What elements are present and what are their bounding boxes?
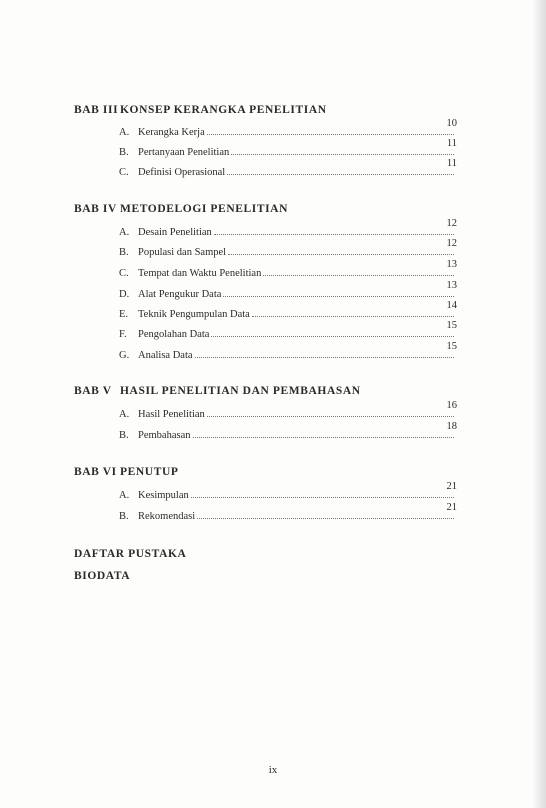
toc-entry-text: Rekomendasi [138, 511, 196, 522]
toc-entry-letter: A. [119, 227, 130, 238]
toc-entry-page: 15 [446, 341, 457, 352]
dot-leader [211, 336, 454, 337]
toc-entry-text: Desain Penelitian [138, 227, 212, 238]
toc-entry-letter: B. [119, 430, 129, 441]
toc-entry-letter: D. [119, 289, 130, 300]
toc-daftar-pustaka[interactable]: DAFTAR PUSTAKA [74, 548, 187, 560]
toc-entry-page: 13 [446, 280, 457, 291]
toc-entry-page: 12 [446, 238, 457, 249]
toc-entry[interactable] [119, 218, 457, 238]
dot-leader [252, 316, 454, 317]
dot-leader [207, 416, 454, 417]
toc-entry[interactable] [119, 400, 457, 420]
toc-entry-text: Kesimpulan [138, 490, 189, 501]
toc-biodata[interactable]: BIODATA [74, 570, 131, 582]
toc-entry-page: 15 [446, 320, 457, 331]
toc-section-title: PENUTUP [120, 466, 179, 478]
dot-leader [227, 174, 454, 175]
toc-entry-letter: G. [119, 350, 130, 361]
toc-section-heading [74, 466, 179, 478]
toc-entry-page: 14 [446, 300, 457, 311]
toc-entry-text: Tempat dan Waktu Penelitian [138, 268, 262, 279]
dot-leader [207, 134, 454, 135]
toc-entry-page: 16 [446, 400, 457, 411]
toc-section-number: BAB III [74, 104, 119, 116]
toc-entry[interactable] [119, 320, 457, 340]
toc-entry[interactable] [119, 502, 457, 522]
toc-entry-text: Teknik Pengumpulan Data [138, 309, 250, 320]
page-number: ix [268, 764, 278, 776]
dot-leader [263, 275, 454, 276]
toc-entry-text: Pengolahan Data [138, 329, 210, 340]
toc-entry[interactable] [119, 138, 457, 158]
toc-entry[interactable] [119, 341, 457, 361]
toc-entry-letter: F. [119, 329, 127, 340]
toc-section-heading [74, 203, 288, 215]
toc-entry[interactable] [119, 481, 457, 501]
toc-section-number: BAB IV [74, 203, 117, 215]
toc-section-title: METODELOGI PENELITIAN [120, 203, 288, 215]
toc-entry-text: Kerangka Kerja [138, 127, 205, 138]
toc-entry-letter: C. [119, 167, 129, 178]
toc-entry[interactable] [119, 280, 457, 300]
toc-entry-text: Hasil Penelitian [138, 409, 205, 420]
dot-leader [197, 518, 454, 519]
toc-section-title: HASIL PENELITIAN DAN PEMBAHASAN [120, 385, 361, 397]
dot-leader [193, 437, 455, 438]
toc-entry-text: Alat Pengukur Data [138, 289, 222, 300]
toc-entry-letter: A. [119, 409, 130, 420]
toc-entry-page: 21 [446, 502, 457, 513]
toc-entry-page: 13 [446, 259, 457, 270]
toc-section-number: BAB VI [74, 466, 117, 478]
toc-entry[interactable] [119, 158, 457, 178]
toc-entry-letter: E. [119, 309, 129, 320]
dot-leader [191, 497, 454, 498]
toc-section-title: KONSEP KERANGKA PENELITIAN [120, 104, 327, 116]
toc-entry-text: Pembahasan [138, 430, 191, 441]
toc-entry-page: 21 [446, 481, 457, 492]
toc-entry[interactable] [119, 259, 457, 279]
dot-leader [195, 357, 454, 358]
toc-entry-text: Pertanyaan Penelitian [138, 147, 230, 158]
toc-entry-text: Analisa Data [138, 350, 193, 361]
toc-entry[interactable] [119, 118, 457, 138]
toc-entry-letter: B. [119, 147, 129, 158]
dot-leader [228, 254, 454, 255]
toc-entry-page: 11 [446, 138, 457, 149]
dot-leader [214, 234, 454, 235]
toc-entry-page: 11 [446, 158, 457, 169]
toc-entry[interactable] [119, 421, 457, 441]
toc-entry-letter: A. [119, 490, 130, 501]
toc-section-heading [74, 104, 327, 116]
toc-entry-text: Populasi dan Sampel [138, 247, 227, 258]
dot-leader [223, 296, 454, 297]
toc-entry-letter: A. [119, 127, 130, 138]
toc-entry-page: 18 [446, 421, 457, 432]
toc-entry-letter: B. [119, 511, 129, 522]
page-edge-shadow [532, 0, 546, 808]
toc-entry[interactable] [119, 238, 457, 258]
toc-entry-text: Definisi Operasional [138, 167, 226, 178]
toc-section-number: BAB V [74, 385, 112, 397]
dot-leader [231, 154, 454, 155]
toc-entry[interactable] [119, 300, 457, 320]
toc-entry-page: 12 [446, 218, 457, 229]
toc-section-heading [74, 385, 361, 397]
toc-entry-letter: C. [119, 268, 129, 279]
toc-entry-letter: B. [119, 247, 129, 258]
toc-entry-page: 10 [446, 118, 457, 129]
